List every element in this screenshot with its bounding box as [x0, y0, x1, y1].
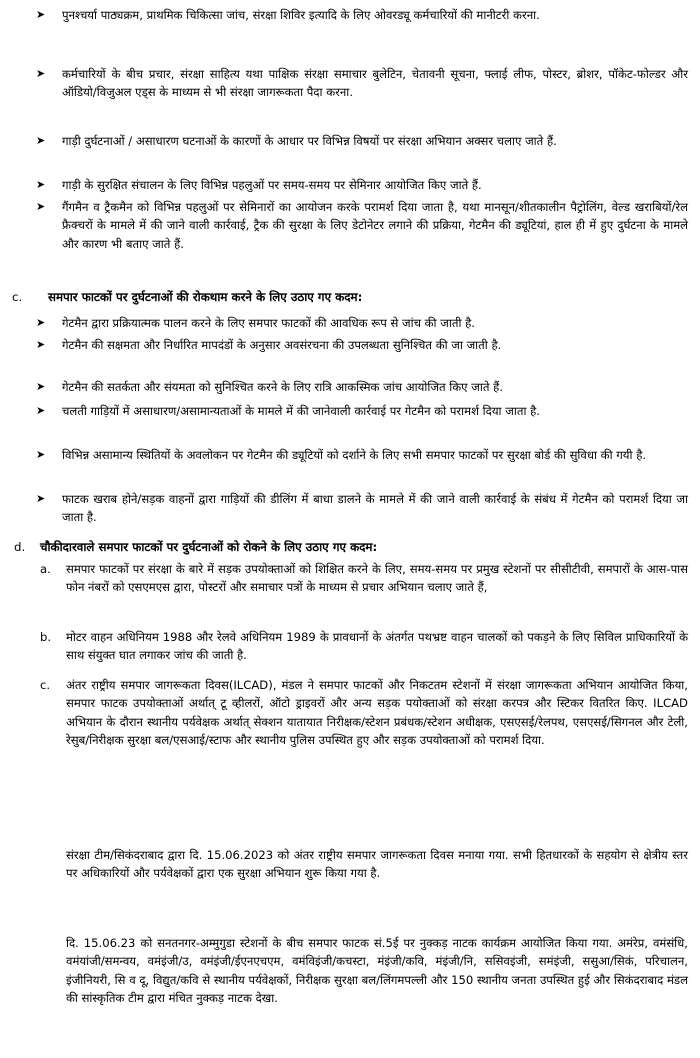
arrow-bullet-icon: ➤ [36, 8, 46, 21]
bullet-text: गेटमैन की सक्षमता और निर्धारित मापदंडों के अनुसार अवसंरचना की उपलब्धता सुनिश्चित की जा जाती है. [62, 338, 502, 352]
item-text: अंतर राष्ट्रीय समपार जागरूकता दिवस(ILCAD), मंडल ने समपार फाटकों और निकटतम स्टेशनों में संरक्षा जागरूकता अभियान आयोजित किया, समपार फाटक उपयोक्ताओं अर्थात् टू व्हीलरों, ऑटो ड्राइवरों और अन्य सड़क पयोक्ताओं को संरक्षा करपत्र और स्टिकर वितरित किए. ILCAD अभियान के दौरान स्थानीय पर्यवेक्षक अर्थात् सेक्शन यातायात निरीक्षक/स्टेशन प्रबंधक/स्टेशन अधीक्षक, एसएसई/रेलपथ, एसएसई/सिगनल और टेली, रेसुब/निरीक्षक सुरक्षा बल/एसआई/स्टाफ और स्थानीय पुलिस उपस्थित हुए और सड़क उपयोक्ताओं को परामर्श दिया. [66, 678, 688, 748]
item-label: b. [40, 630, 52, 644]
bullet-text: विभिन्न असामान्य स्थितियों के अवलोकन पर गेटमैन की ड्यूटियों को दर्शाने के लिए सभी समपार फाटकों पर सुरक्षा बोर्ड की सुविधा की गयी है. [62, 448, 647, 462]
paragraph: दि. 15.06.23 को सनतनगर-अम्मुगुडा स्टेशनों के बीच समपार फाटक सं.5ई पर नुक्कड़ नाटक कार्यक्रम आयोजित किया गया. अमंरेप्र, वमंसंधि, वमंयांजी/समन्वय, वमंइंजी/उ, वमंइंजी/ईएनएचएम, वमंविइंजी/कचस्टा, मंइंजी/कवि, मंइंजी/नि, ससिवइंजी, समंइंजी, ससुआ/सिकं, परिचालन, इंजीनियरी, सि व दू, विद्युत/कवि से स्थानीय पर्यवेक्षकों, निरीक्षक सुरक्षा बल/लिंगमपल्ली और 150 स्थानीय जनता उपस्थित हुई और सिकंदराबाद मंडल की सांस्कृतिक टीम द्वारा मंचित नुक्कड़ नाटक देखा. [66, 936, 688, 1006]
bullet-text: फाटक खराब होने/सड़क वाहनों द्वारा गाड़ियों की डीलिंग में बाधा डालने के मामले में की जाने वाली कार्रवाई के संबंध में गेटमैन को परामर्श दिया जा जाता है. [62, 492, 688, 525]
bullet-text: गैंगमैन व ट्रैकमैन को विभिन्न पहलुओं पर सेमिनारों का आयोजन करके परामर्श दिया जाता है, यथा मानसून/शीतकालीन पैट्रोलिंग, वेल्ड खराबियों/रेल फ्रैक्चरों के मामले में की जाने वाली कार्रवाई, ट्रैक की सुरक्षा के लिए डेटोनेटर लगाने की प्रक्रिया, गेटमैन की ड्यूटियां, हाल ही में हुए दुर्घटना के मामले और कारण भी बताए जाते हैं. [62, 200, 688, 251]
bullet-text: कर्मचारियों के बीच प्रचार, संरक्षा साहित्य यथा पाक्षिक संरक्षा समाचार बुलेटिन, चेतावनी सूचना, फ्लाई लीफ, पोस्टर, ब्रोशर, पॉकेट-फोल्डर और ऑडियो/विजुअल एड्स के माध्यम से भी संरक्षा जागरूकता पैदा करना. [62, 67, 688, 100]
list-item [36, 65, 688, 123]
arrow-bullet-icon: ➤ [36, 134, 46, 147]
list-item [40, 676, 688, 806]
item-text: मोटर वाहन अधिनियम 1988 और रेलवे अधिनियम 1989 के प्रावधानों के अंतर्गत पथभ्रष्ट वाहन चालकों को पकड़ने के लिए सिविल प्राधिकारियों के साथ संयुक्त घात लगाकर जांच की जाती है. [66, 630, 688, 663]
list-item [36, 378, 688, 398]
bullet-text: पुनश्चर्या पाठ्यक्रम, प्राथमिक चिकित्सा जांच, संरक्षा शिविर इत्यादि के लिए ओवरड्यू कर्मचारियों की मानीटरी करना. [62, 8, 540, 22]
bullet-text: चलती गाड़ियों में असाधारण/असामान्यताओं के मामले में की जानेवाली कार्रवाई पर गेटमैन को परामर्श दिया जाता है. [62, 404, 540, 418]
list-item [36, 402, 688, 440]
section-label: d. [14, 540, 26, 554]
item-label: c. [40, 678, 51, 692]
list-item [36, 176, 688, 196]
list-item [36, 336, 688, 374]
list-item [36, 446, 688, 484]
item-label: a. [40, 562, 51, 576]
list-item [36, 490, 688, 528]
list-item [36, 6, 688, 44]
arrow-bullet-icon: ➤ [36, 448, 46, 461]
bullet-text: गाड़ी के सुरक्षित संचालन के लिए विभिन्न पहलुओं पर समय-समय पर सेमिनार आयोजित किए जाते हैं. [62, 178, 482, 192]
list-item [40, 628, 688, 666]
arrow-bullet-icon: ➤ [36, 178, 46, 191]
arrow-bullet-icon: ➤ [36, 200, 46, 213]
item-text: समपार फाटकों पर संरक्षा के बारे में सड़क उपयोक्ताओं को शिक्षित करने के लिए, समय-समय पर प्रमुख स्टेशनों पर सीसीटीवी, समपारों के आस-पास फोन नंबरों को एसएमएस द्वारा, पोस्टरों और समाचार पत्रों के माध्यम से प्रचार अभियान चलाए जाते हैं, [66, 562, 688, 595]
arrow-bullet-icon: ➤ [36, 404, 46, 417]
list-item [36, 132, 688, 170]
arrow-bullet-icon: ➤ [36, 380, 46, 393]
paragraph: संरक्षा टीम/सिकंदराबाद द्वारा दि. 15.06.2023 को अंतर राष्ट्रीय समपार जागरूकता दिवस मनाया गया. सभी हितधारकों के सहयोग से क्षेत्रीय स्तर पर अधिकारियों और पर्यवेक्षकों द्वारा एक सुरक्षा अभियान शुरू किया गया है. [66, 848, 688, 881]
section-label: c. [12, 290, 23, 304]
section-heading [14, 538, 688, 558]
bullet-text: गेटमैन की सतर्कता और संयमता को सुनिश्चित करने के लिए रात्रि आकस्मिक जांच आयोजित किए जाते हैं. [62, 380, 504, 394]
list-item [40, 560, 688, 618]
arrow-bullet-icon: ➤ [36, 338, 46, 351]
section-heading [12, 288, 688, 308]
list-item [36, 198, 688, 276]
bullet-text: गेटमैन द्वारा प्रक्रियात्मक पालन करने के लिए समपार फाटकों की आवधिक रूप से जांच की जाती है. [62, 316, 475, 330]
bullet-text: गाड़ी दुर्घटनाओं / असाधारण घटनाओं के कारणों के आधार पर विभिन्न विषयों पर संरक्षा अभियान अक्सर चलाए जाते हैं. [62, 134, 557, 148]
list-item [36, 314, 688, 334]
section-title: चौकीदारवाले समपार फाटकों पर दुर्घटनाओं को रोकने के लिए उठाए गए कदम: [40, 540, 378, 554]
section-title: समपार फाटकों पर दुर्घटनाओं की रोकथाम करने के लिए उठाए गए कदम: [48, 290, 363, 304]
arrow-bullet-icon: ➤ [36, 316, 46, 329]
arrow-bullet-icon: ➤ [36, 67, 46, 80]
arrow-bullet-icon: ➤ [36, 492, 46, 505]
